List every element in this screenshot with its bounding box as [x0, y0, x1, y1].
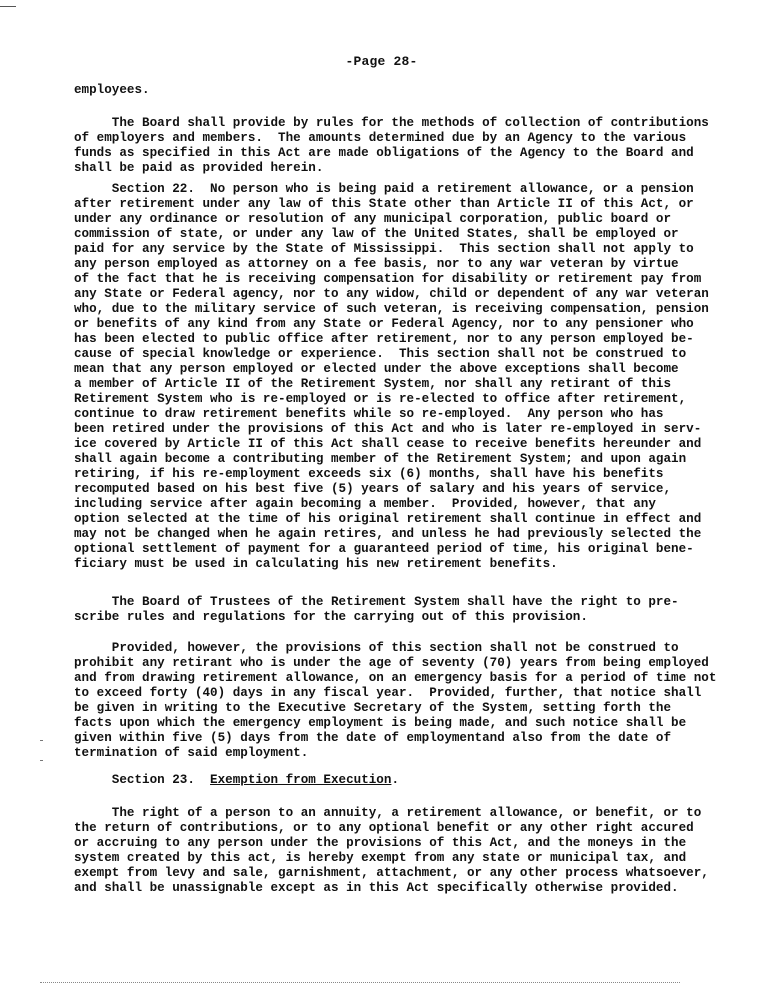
text-line: be given in writing to the Executive Secretary of the System, setting forth the: [74, 701, 672, 715]
scan-artifact: [0, 6, 16, 7]
text-line: to exceed forty (40) days in any fiscal year. Provided, further, that notice shall: [74, 686, 702, 700]
text-line: paid for any service by the State of Mississippi. This section shall not apply to: [74, 242, 694, 256]
text-line: or accruing to any person under the provisions of this Act, and the moneys in the: [74, 836, 687, 850]
text-line: under any ordinance or resolution of any municipal corporation, public board or: [74, 212, 672, 226]
text-line: recomputed based on his best five (5) years of salary and his years of service,: [74, 482, 672, 496]
section-23-heading: [74, 773, 710, 788]
text-line: or benefits of any kind from any State or Federal Agency, nor to any pensioner who: [74, 317, 694, 331]
text-line: has been elected to public office after retirement, nor to any person employed be-: [74, 332, 694, 346]
scan-artifact: [40, 982, 680, 984]
page-number: -Page 28-: [345, 54, 418, 69]
text-line: employees.: [74, 83, 150, 97]
text-line: system created by this act, is hereby exempt from any state or municipal tax, and: [74, 851, 687, 865]
text-line: shall again become a contributing member of the Retirement System; and upon again: [74, 452, 687, 466]
text-line: scribe rules and regulations for the carrying out of this provision.: [74, 610, 588, 624]
text-line: commission of state, or under any law of the United States, shall be employed or: [74, 227, 679, 241]
text-line: mean that any person employed or elected under the above exceptions shall become: [74, 362, 679, 376]
text-line: a member of Article II of the Retirement System, nor shall any retirant of this: [74, 377, 672, 391]
text-line: optional settlement of payment for a guaranteed period of time, his original bene-: [74, 542, 694, 556]
paragraph-section-22: [74, 182, 710, 572]
text-line: and from drawing retirement allowance, on an emergency basis for a period of time not: [74, 671, 717, 685]
text-line: option selected at the time of his original retirement shall continue in effect and: [74, 512, 702, 526]
text-line: prohibit any retirant who is under the age of seventy (70) years from being employed: [74, 656, 709, 670]
text-line: ice covered by Article II of this Act shall cease to receive benefits hereunder and: [74, 437, 702, 451]
paragraph-section-23: [74, 806, 710, 896]
scan-artifact: [40, 740, 43, 741]
text-line: retiring, if his re-employment exceeds six (6) months, shall have his benefits: [74, 467, 664, 481]
section-23-title: Exemption from Execution: [210, 773, 392, 787]
text-line: of employers and members. The amounts determined due by an Agency to the various: [74, 131, 687, 145]
text-line: any State or Federal agency, nor to any widow, child or dependent of any war veteran: [74, 287, 709, 301]
text-line: termination of said employment.: [74, 746, 309, 760]
text-line: Provided, however, the provisions of this section shall not be construed to: [74, 641, 679, 655]
text-line: cause of special knowledge or experience. This section shall not be construed to: [74, 347, 687, 361]
text-line: facts upon which the emergency employment is being made, and such notice shall be: [74, 716, 687, 730]
paragraph-board-trustees: [74, 595, 710, 625]
text-line: Section 22. No person who is being paid a retirement allowance, or a pension: [74, 182, 694, 196]
text-line: of the fact that he is receiving compensation for disability or retirement pay from: [74, 272, 702, 286]
text-line: the return of contributions, or to any optional benefit or any other right accured: [74, 821, 694, 835]
paragraph-board-rules: [74, 116, 710, 176]
text-line: funds as specified in this Act are made obligations of the Agency to the Board and: [74, 146, 694, 160]
text-line: including service after again becoming a member. Provided, however, that any: [74, 497, 656, 511]
scan-artifact: [40, 760, 43, 761]
text-line: been retired under the provisions of this Act and who is later re-employed in serv-: [74, 422, 702, 436]
text-line: The right of a person to an annuity, a retirement allowance, or benefit, or to: [74, 806, 702, 820]
text-line: after retirement under any law of this State other than Article II of this Act, or: [74, 197, 694, 211]
text-line: continue to draw retirement benefits while so re-employed. Any person who has: [74, 407, 664, 421]
text-line: any person employed as attorney on a fee basis, nor to any war veteran by virtue: [74, 257, 679, 271]
text-line: The Board shall provide by rules for the methods of collection of contributions: [74, 116, 709, 130]
paragraph-continuation: [74, 83, 710, 98]
text-line: who, due to the military service of such veteran, is receiving compensation, pension: [74, 302, 709, 316]
paragraph-provided-however: [74, 641, 717, 761]
text-line: and shall be unassignable except as in this Act specifically otherwise provided.: [74, 881, 679, 895]
text-line: shall be paid as provided herein.: [74, 161, 324, 175]
text-line: The Board of Trustees of the Retirement System shall have the right to pre-: [74, 595, 679, 609]
text-line: may not be changed when he again retires, and unless he had previously selected the: [74, 527, 702, 541]
section-23-suffix: .: [391, 773, 399, 787]
section-23-prefix: Section 23.: [74, 773, 211, 787]
text-line: given within five (5) days from the date of employmentand also from the date of: [74, 731, 672, 745]
text-line: ficiary must be used in calculating his new retirement benefits.: [74, 557, 558, 571]
text-line: Retirement System who is re-employed or is re-elected to office after retirement,: [74, 392, 687, 406]
text-line: exempt from levy and sale, garnishment, attachment, or any other process whatsoever,: [74, 866, 709, 880]
